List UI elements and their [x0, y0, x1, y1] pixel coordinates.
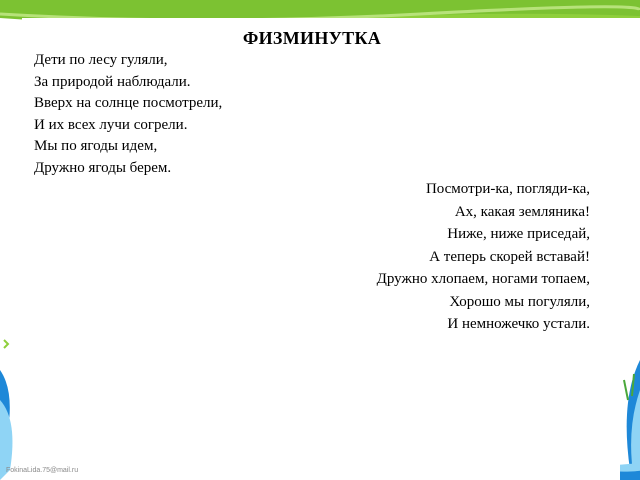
poem-line: Ниже, ниже приседай,: [447, 226, 590, 242]
poem-stanza-left: [34, 50, 354, 179]
poem-line: За природой наблюдали.: [34, 73, 191, 90]
poem-line: Дружно хлопаем, ногами топаем,: [376, 271, 590, 287]
poem-stanza-right: [270, 178, 590, 336]
slide-content: [22, 18, 620, 480]
poem-line: Хорошо мы погуляли,: [449, 293, 590, 310]
poem-line: Мы по ягоды идем,: [34, 138, 158, 154]
poem-line: Дружно ягоды берем.: [34, 159, 172, 176]
poem-line: И немножечко устали.: [447, 316, 590, 332]
left-grass-decoration: [0, 330, 24, 480]
poem-line: Вверх на солнце посмотрели,: [34, 95, 223, 111]
page-title: ФИЗМИНУТКА: [242, 28, 382, 48]
poem-line: Посмотри-ка, погляди-ка,: [425, 181, 590, 197]
poem-line: Ах, какая земляника!: [454, 203, 590, 220]
poem-line: Дети по лесу гуляли,: [34, 52, 168, 68]
author-credit: FokinaLida.75@mail.ru: [6, 467, 79, 474]
poem-line: И их всех лучи согрели.: [34, 116, 188, 133]
poem-line: А теперь скорей вставай!: [429, 248, 590, 265]
